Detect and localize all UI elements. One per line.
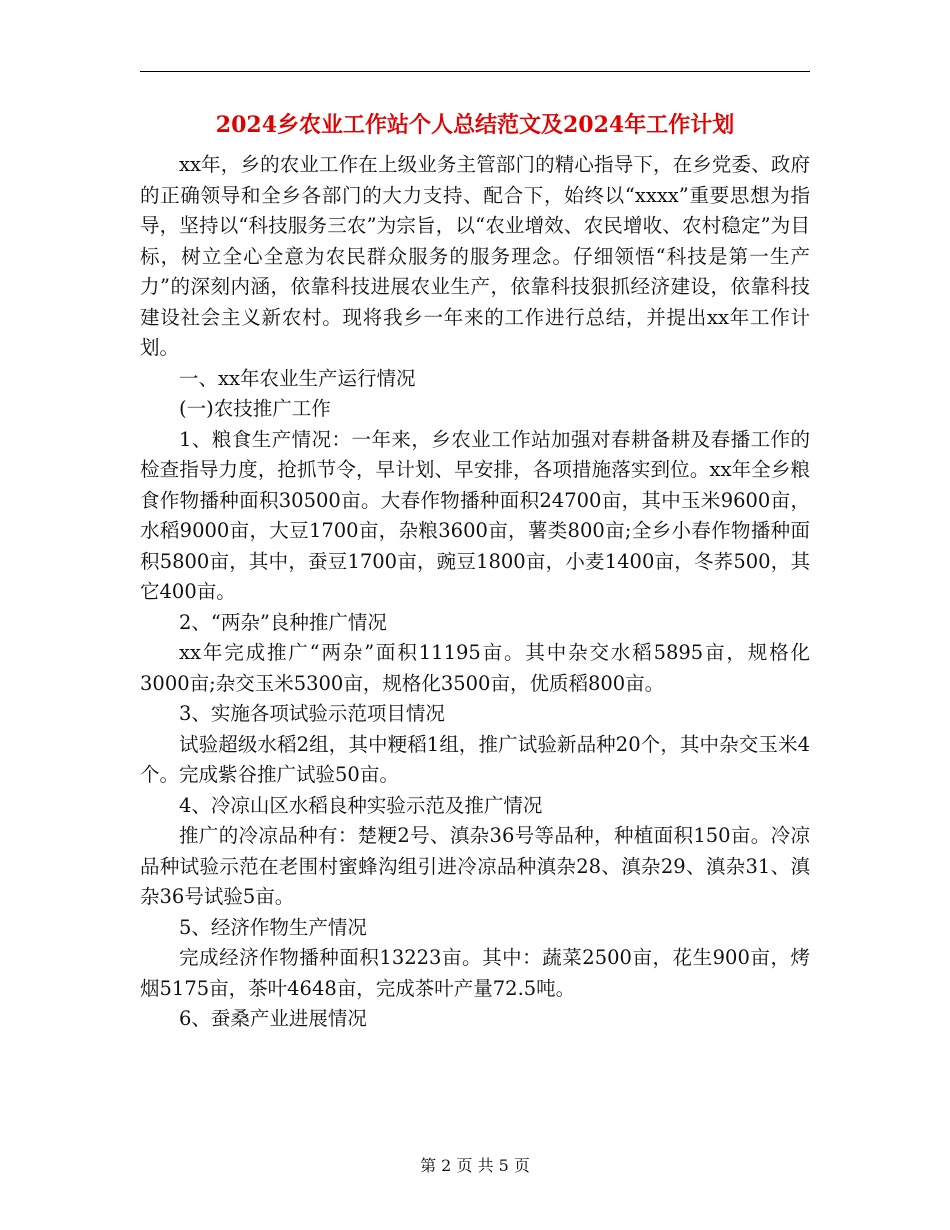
item-heading: 6、蚕桑产业进展情况 xyxy=(179,1007,367,1030)
item-heading: 3、实施各项试验示范项目情况 xyxy=(179,702,445,725)
document-body xyxy=(140,150,810,1035)
paragraph: 完成经济作物播种面积13223亩。其中：蔬菜2500亩，花生900亩，烤烟5175亩，茶叶4648亩，完成茶叶产量72.5吨。 xyxy=(140,946,810,1000)
header-rule xyxy=(140,71,810,72)
item-heading: 4、冷凉山区水稻良种实验示范及推广情况 xyxy=(179,793,543,817)
paragraph: xx年完成推广“两杂”面积11195亩。其中杂交水稻5895亩，规格化3000亩;杂交玉米5300亩，规格化3500亩，优质稻800亩。 xyxy=(140,641,810,695)
subsection-heading: (一)农技推广工作 xyxy=(179,397,331,420)
document-title: 2024乡农业工作站个人总结范文及2024年工作计划 xyxy=(215,112,735,138)
item-heading: 2、“两杂”良种推广情况 xyxy=(179,610,387,634)
page-number: 第 2 页 共 5 页 xyxy=(420,1156,530,1175)
paragraph: 试验超级水稻2组，其中粳稻1组，推广试验新品种20个，其中杂交玉米4个。完成紫谷推广试验50亩。 xyxy=(140,732,810,786)
paragraph: xx年，乡的农业工作在上级业务主管部门的精心指导下，在乡党委、政府的正确领导和全乡各部门的大力支持、配合下，始终以“xxxx”重要思想为指导，坚持以“科技服务三农”为宗旨，以“农业增效、农民增收、农村稳定”为目标，树立全心全意为农民群众服务的服务理念。仔细领悟“科技是第一生产力”的深刻内涵，依靠科技进展农业生产，依靠科技狠抓经济建设，依靠科技建设社会主义新农村。现将我乡一年来的工作进行总结，并提出xx年工作计划。 xyxy=(140,153,810,359)
paragraph: 推广的冷凉品种有：楚粳2号、滇杂36号等品种，种植面积150亩。冷凉品种试验示范在老围村蜜蜂沟组引进冷凉品种滇杂28、滇杂29、滇杂31、滇杂36号试验5亩。 xyxy=(140,824,810,908)
item-heading: 5、经济作物生产情况 xyxy=(179,915,367,939)
paragraph: 1、粮食生产情况：一年来，乡农业工作站加强对春耕备耕及春播工作的检查指导力度，抢抓节令，早计划、早安排，各项措施落实到位。xx年全乡粮食作物播种面积30500亩。大春作物播种面积24700亩，其中玉米9600亩，水稻9000亩，大豆1700亩，杂粮3600亩，薯类800亩;全乡小春作物播种面积5800亩，其中，蚕豆1700亩，豌豆1800亩，小麦1400亩，冬荞500，其它400亩。 xyxy=(140,427,810,603)
section-heading: 一、xx年农业生产运行情况 xyxy=(179,366,416,390)
